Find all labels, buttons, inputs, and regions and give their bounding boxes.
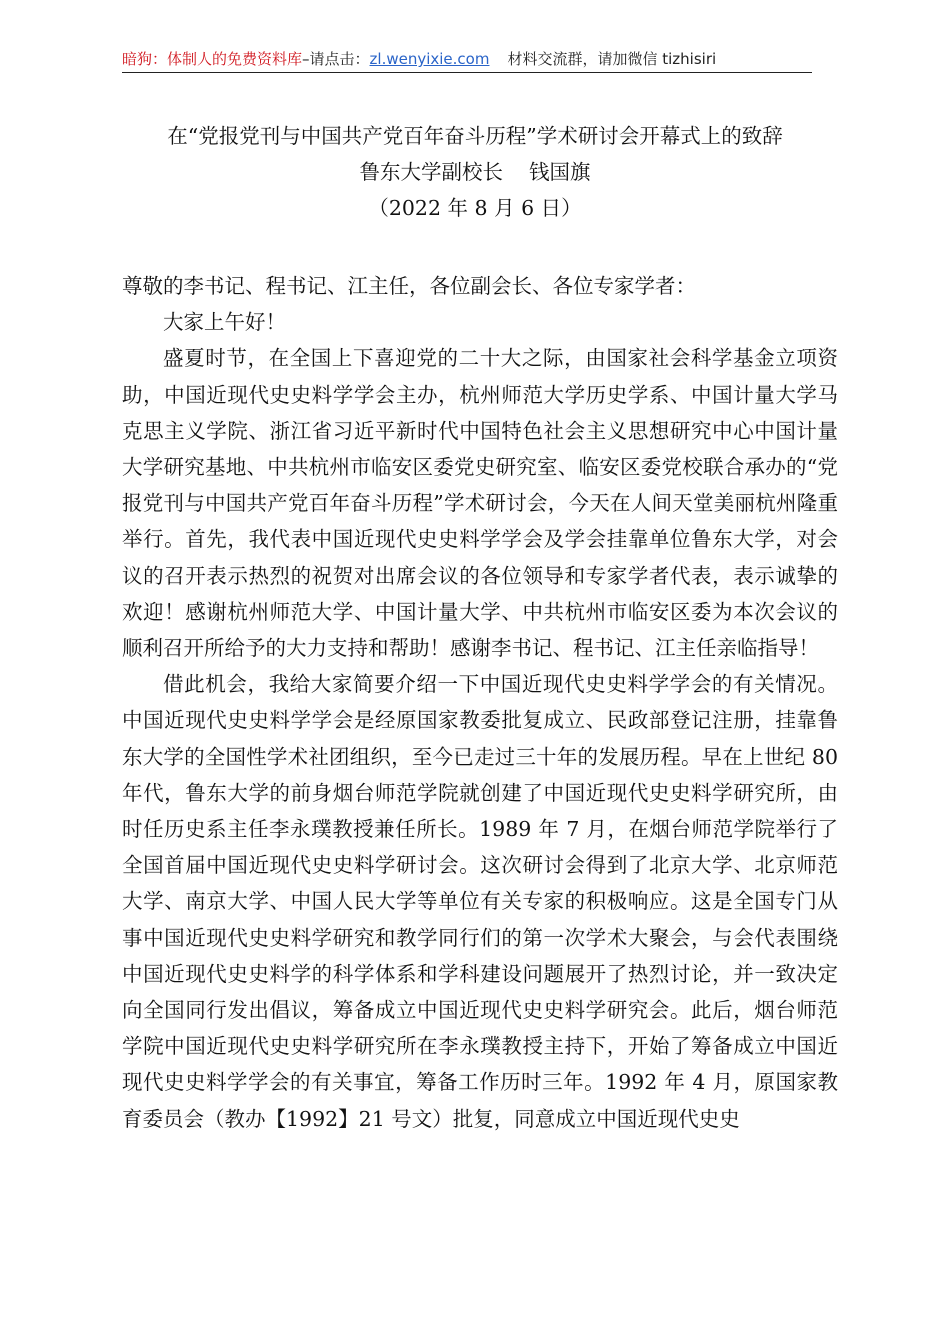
author-line [100,154,850,190]
author-title: 鲁东大学副校长 [359,160,503,184]
header-promo-connector: –请点击： [302,50,370,68]
header-divider [122,72,812,73]
document-title: 在“党报党刊与中国共产党百年奋斗历程”学术研讨会开幕式上的致辞 [167,124,783,148]
header-wechat-text: 材料交流群，请加微信 tizhisiri [507,50,717,68]
header-promo-text: 暗狗：体制人的免费资料库 [122,50,303,68]
body-paragraph: 借此机会，我给大家简要介绍一下中国近现代史史料学学会的有关情况。中国近现代史史料学学会是经原国家教委批复成立、民政部登记注册，挂靠鲁东大学的全国性学术社团组织，至今已走过三十年的发展历程。早在上世纪 80 年代，鲁东大学的前身烟台师范学院就创建了中国近现代史史料学研究所，由时任历史系主任李永璞教授兼任所长。1989 年 7 月，在烟台师范学院举行了全国首届中国近现代史史料学研讨会。这次研讨会得到了北京大学、北京师范大学、南京大学、中国人民大学等单位有关专家的积极响应。这是全国专门从事中国近现代史史料学研究和教学同行们的第一次学术大聚会，与会代表围绕中国近现代史史料学的科学体系和学科建设问题展开了热烈讨论，并一致决定向全国同行发出倡议，筹备成立中国近现代史史料学研究会。此后，烟台师范学院中国近现代史史料学研究所在李永璞教授主持下，开始了筹备成立中国近现代史史料学学会的有关事宜，筹备工作历时三年。1992 年 4 月，原国家教育委员会（教办【1992】21 号文）批复，同意成立中国近现代史史 [122,672,838,1131]
author-name: 钱国旗 [529,160,591,184]
salutation: 尊敬的李书记、程书记、江主任，各位副会长、各位专家学者： [122,274,696,298]
page-header-banner [122,46,812,72]
greeting-paragraph: 大家上午好！ [163,310,286,335]
body-paragraph: 盛夏时节，在全国上下喜迎党的二十大之际，由国家社会科学基金立项资助，中国近现代史史料学学会主办，杭州师范大学历史学系、中国计量大学马克思主义学院、浙江省习近平新时代中国特色社会主义思想研究中心中国计量大学研究基地、中共杭州市临安区委党史研究室、临安区委党校联合承办的“党报党刊与中国共产党百年奋斗历程”学术研讨会，今天在人间天堂美丽杭州隆重举行。首先，我代表中国近现代史史料学学会及学会挂靠单位鲁东大学，对会议的召开表示热烈的祝贺对出席会议的各位领导和专家学者代表，表示诚挚的欢迎！感谢杭州师范大学、中国计量大学、中共杭州市临安区委为本次会议的顺利召开所给予的大力支持和帮助！感谢李书记、程书记、江主任亲临指导！ [122,346,838,661]
speech-body [122,268,838,1137]
title-block [100,118,850,226]
header-website-link[interactable]: zl.wenyixie.com [369,50,490,68]
speech-date: （2022 年 8 月 6 日） [368,196,582,220]
